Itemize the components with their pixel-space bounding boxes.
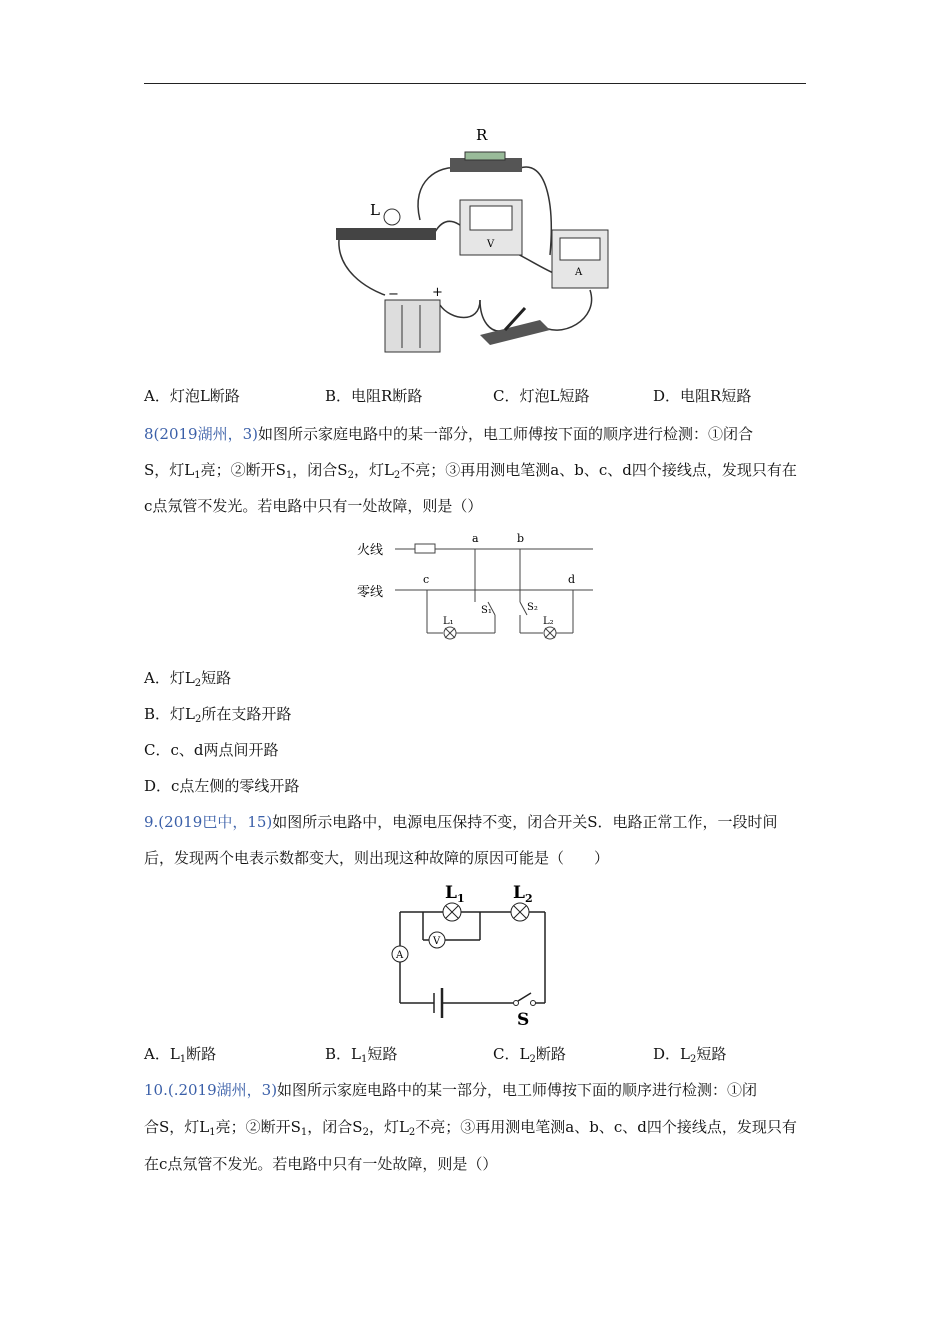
svg-text:b: b	[517, 532, 525, 545]
q8-line3: c点氖管不发光。若电路中只有一处故障，则是（）	[144, 497, 483, 515]
svg-text:S₂: S₂	[527, 602, 538, 613]
svg-text:A: A	[396, 950, 404, 961]
q9-option-a[interactable]: A．$L_1$断路	[144, 1045, 217, 1065]
svg-text:−: −	[388, 287, 399, 302]
q10-line3: 在c点氖管不发光。若电路中只有一处故障，则是（）	[144, 1155, 498, 1173]
q10-line1: 10.(.2019湖州，3)如图所示家庭电路中的某一部分，电工师傅按下面的顺序进行检测：①闭	[144, 1081, 758, 1099]
svg-text:+: +	[432, 285, 443, 300]
q9-option-d[interactable]: D．$L_2$短路	[653, 1045, 727, 1065]
q8-circuit-figure	[355, 530, 605, 645]
svg-text:1: 1	[457, 892, 465, 905]
svg-text:零线: 零线	[357, 585, 384, 600]
q9-line1: 9.(2019巴中，15)如图所示电路中，电源电压保持不变，闭合开关S．电路正常工作，一段时间	[144, 813, 778, 831]
svg-text:L: L	[445, 883, 457, 903]
q8-line2: S，灯$L_1$亮；②断开$S_1$，闭合$S_2$，灯$L_2$不亮；③再用测电笔测a、b、c、d四个接线点，发现只有在	[144, 461, 797, 481]
battery-icon	[385, 300, 440, 352]
svg-text:2: 2	[525, 892, 533, 905]
fuse-icon	[415, 544, 435, 553]
header-rule	[144, 83, 806, 84]
label-R: R	[476, 126, 488, 144]
q10-line2: 合S，灯$L_1$亮；②断开$S_1$，闭合$S_2$，灯$L_2$不亮；③再用测电笔测a、b、c、d四个接线点，发现只有	[144, 1118, 797, 1138]
svg-text:L₁: L₁	[443, 616, 454, 627]
lamp-base	[336, 228, 436, 240]
svg-text:火线: 火线	[357, 543, 384, 558]
svg-text:d: d	[568, 573, 576, 586]
q8-option-a[interactable]: A．灯$L_2$短路	[144, 669, 232, 689]
q8-option-d[interactable]: D．c点左侧的零线开路	[144, 777, 300, 795]
switch-icon	[514, 1001, 519, 1006]
q9-circuit-figure	[385, 878, 555, 1028]
bulb-icon	[384, 209, 400, 225]
q8-option-c[interactable]: C．c、d两点间开路	[144, 741, 279, 759]
q9-option-c[interactable]: C．$L_2$断路	[493, 1045, 566, 1065]
q8-line1: 8(2019湖州，3)如图所示家庭电路中的某一部分，电工师傅按下面的顺序进行检测：①闭合	[144, 425, 753, 443]
svg-text:S₁: S₁	[481, 605, 492, 616]
svg-text:a: a	[472, 532, 479, 545]
svg-text:L: L	[513, 883, 525, 903]
q8-option-b[interactable]: B．灯$L_2$所在支路开路	[144, 705, 292, 725]
q9-option-b[interactable]: B．$L_1$短路	[325, 1045, 398, 1065]
svg-text:V: V	[487, 239, 495, 250]
q9-line2: 后，发现两个电表示数都变大，则出现这种故障的原因可能是（ ）	[144, 849, 610, 867]
q7-circuit-figure	[330, 120, 620, 360]
label-L: L	[370, 201, 380, 219]
svg-text:S: S	[517, 1010, 530, 1028]
q7-option-d[interactable]: D．电阻R短路	[653, 387, 752, 405]
svg-text:c: c	[423, 573, 430, 586]
q7-option-b[interactable]: B．电阻R断路	[325, 387, 423, 405]
q7-option-a[interactable]: A．灯泡L断路	[144, 387, 240, 405]
svg-text:A: A	[575, 267, 583, 278]
switch-icon	[480, 320, 550, 345]
svg-text:L₂: L₂	[543, 616, 554, 627]
svg-text:V: V	[433, 936, 441, 947]
q7-option-c[interactable]: C．灯泡L短路	[493, 387, 590, 405]
